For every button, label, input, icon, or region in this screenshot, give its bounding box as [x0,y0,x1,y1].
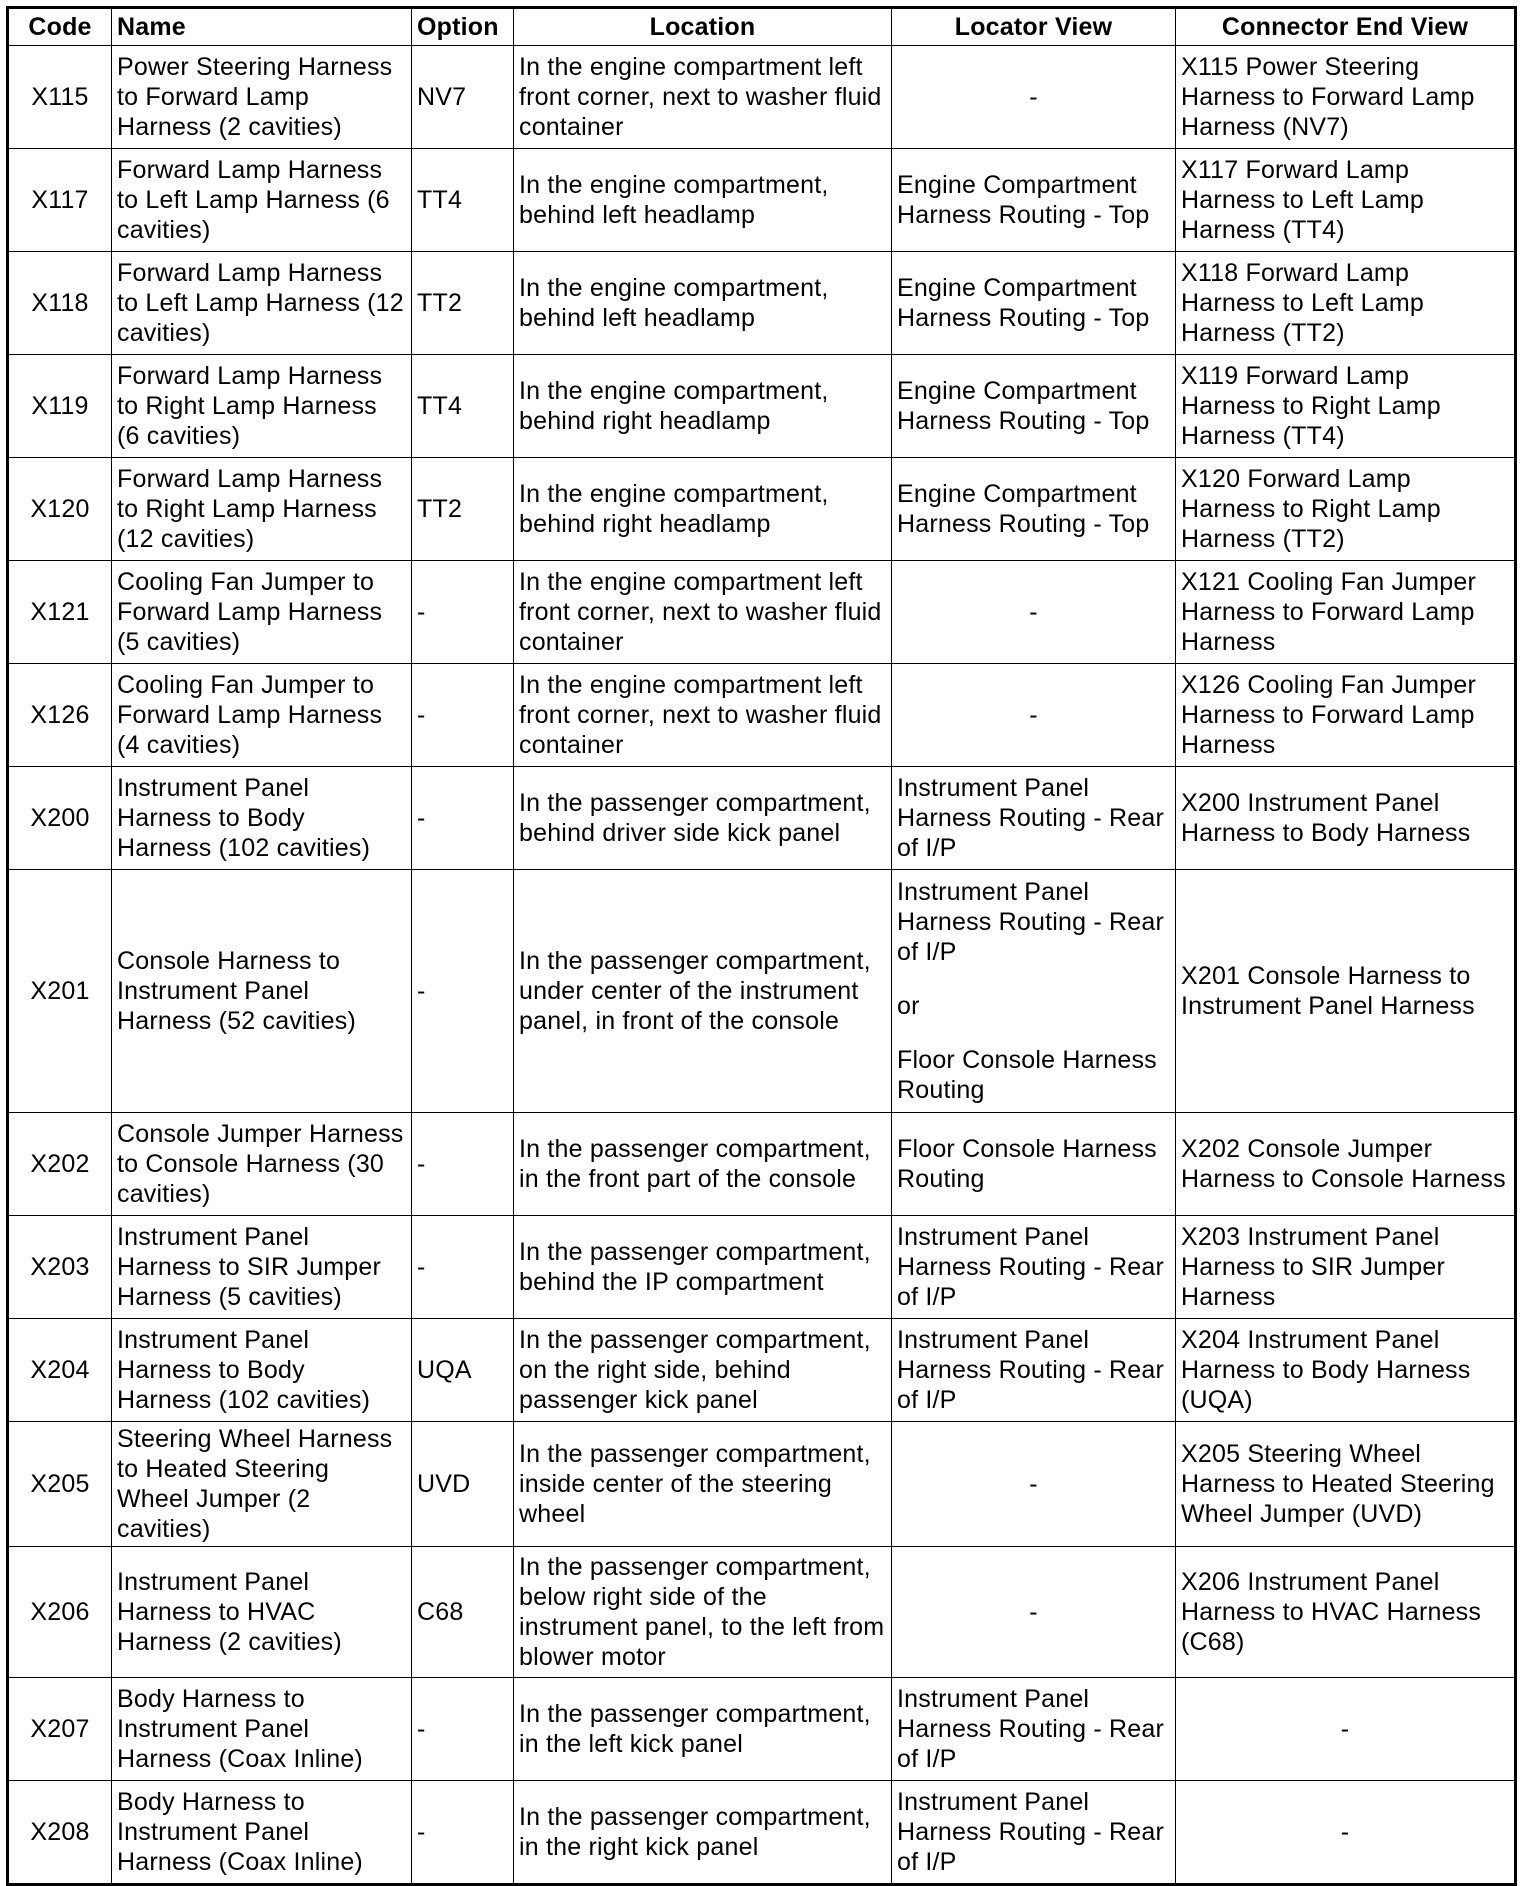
cell-location: In the passenger compartment, inside center of the steering wheel [514,1422,892,1547]
locator-view-text: Instrument Panel Harness Routing - Rear of I/P [897,774,1165,862]
cell-code: X119 [8,355,112,458]
locator-view-text: Instrument Panel Harness Routing - Rear of I/P [897,1788,1165,1876]
cell-connector-end-view: X126 Cooling Fan Jumper Harness to Forward Lamp Harness [1176,664,1516,767]
cell-code: X118 [8,252,112,355]
cell-location: In the passenger compartment, in the left kick panel [514,1678,892,1781]
cell-name: Forward Lamp Harness to Right Lamp Harness (12 cavities) [112,458,412,561]
cell-name: Forward Lamp Harness to Right Lamp Harness (6 cavities) [112,355,412,458]
cell-locator-view: - [892,561,1176,664]
locator-view-text: Floor Console Harness Routing [897,1046,1157,1104]
cell-location: In the passenger compartment, behind the IP compartment [514,1216,892,1319]
cell-connector-end-view: X205 Steering Wheel Harness to Heated Steering Wheel Jumper (UVD) [1176,1422,1516,1547]
cell-name: Power Steering Harness to Forward Lamp Harness (2 cavities) [112,46,412,149]
cell-locator-view [892,355,1176,458]
cell-locator-view: - [892,46,1176,149]
cell-code: X115 [8,46,112,149]
cell-code: X208 [8,1781,112,1885]
cell-option: UQA [412,1319,514,1422]
cell-code: X202 [8,1113,112,1216]
locator-view-text: Engine Compartment Harness Routing - Top [897,274,1150,332]
cell-option: - [412,1678,514,1781]
cell-name: Forward Lamp Harness to Left Lamp Harness (6 cavities) [112,149,412,252]
cell-locator-view: - [892,664,1176,767]
cell-locator-view [892,1678,1176,1781]
cell-connector-end-view: - [1176,1781,1516,1885]
cell-location: In the passenger compartment, below right side of the instrument panel, to the left from blower motor [514,1547,892,1678]
cell-connector-end-view: - [1176,1678,1516,1781]
cell-connector-end-view: X120 Forward Lamp Harness to Right Lamp Harness (TT2) [1176,458,1516,561]
cell-connector-end-view: X202 Console Jumper Harness to Console Harness [1176,1113,1516,1216]
cell-name: Cooling Fan Jumper to Forward Lamp Harness (5 cavities) [112,561,412,664]
locator-view-text: Floor Console Harness Routing [897,1135,1157,1193]
locator-view-text: Instrument Panel Harness Routing - Rear of I/P [897,878,1165,966]
cell-code: X207 [8,1678,112,1781]
cell-location: In the engine compartment left front corner, next to washer fluid container [514,46,892,149]
cell-code: X204 [8,1319,112,1422]
column-header-code: Code [8,8,112,46]
table-row [8,870,1516,1113]
table-row [8,1547,1516,1678]
cell-code: X126 [8,664,112,767]
cell-connector-end-view: X200 Instrument Panel Harness to Body Harness [1176,767,1516,870]
header-row [8,8,1516,46]
cell-location: In the passenger compartment, under center of the instrument panel, in front of the console [514,870,892,1113]
cell-name: Forward Lamp Harness to Left Lamp Harness (12 cavities) [112,252,412,355]
table-row [8,1678,1516,1781]
cell-option: C68 [412,1547,514,1678]
table-row [8,561,1516,664]
locator-gap [897,1021,1170,1045]
cell-connector-end-view: X115 Power Steering Harness to Forward Lamp Harness (NV7) [1176,46,1516,149]
cell-locator-view [892,1781,1176,1885]
cell-locator-view [892,149,1176,252]
cell-name: Instrument Panel Harness to HVAC Harness (2 cavities) [112,1547,412,1678]
cell-option: - [412,767,514,870]
table-row [8,1422,1516,1547]
locator-view-text: Instrument Panel Harness Routing - Rear of I/P [897,1685,1165,1773]
table-row [8,149,1516,252]
cell-locator-view [892,767,1176,870]
cell-option: TT4 [412,355,514,458]
cell-locator-view [892,1113,1176,1216]
cell-code: X121 [8,561,112,664]
table-row [8,1781,1516,1885]
cell-name: Instrument Panel Harness to Body Harness (102 cavities) [112,1319,412,1422]
table-body [8,46,1516,1885]
cell-option: UVD [412,1422,514,1547]
table-row [8,458,1516,561]
cell-name: Console Jumper Harness to Console Harness (30 cavities) [112,1113,412,1216]
cell-name: Instrument Panel Harness to SIR Jumper Harness (5 cavities) [112,1216,412,1319]
cell-name: Instrument Panel Harness to Body Harness (102 cavities) [112,767,412,870]
cell-connector-end-view: X204 Instrument Panel Harness to Body Harness (UQA) [1176,1319,1516,1422]
cell-option: - [412,664,514,767]
cell-name: Console Harness to Instrument Panel Harness (52 cavities) [112,870,412,1113]
cell-locator-view [892,870,1176,1113]
cell-location: In the passenger compartment, in the front part of the console [514,1113,892,1216]
table-row [8,1216,1516,1319]
cell-location: In the passenger compartment, behind driver side kick panel [514,767,892,870]
locator-view-text: Instrument Panel Harness Routing - Rear of I/P [897,1326,1165,1414]
column-header-locator-view: Locator View [892,8,1176,46]
cell-name: Body Harness to Instrument Panel Harness (Coax Inline) [112,1678,412,1781]
locator-view-text: Engine Compartment Harness Routing - Top [897,377,1150,435]
column-header-name: Name [112,8,412,46]
table-row [8,1319,1516,1422]
cell-location: In the engine compartment, behind left headlamp [514,252,892,355]
connector-table [6,6,1517,1886]
cell-locator-view: - [892,1547,1176,1678]
cell-locator-view [892,458,1176,561]
locator-view-text: Instrument Panel Harness Routing - Rear of I/P [897,1223,1165,1311]
cell-option: - [412,1781,514,1885]
cell-connector-end-view: X206 Instrument Panel Harness to HVAC Harness (C68) [1176,1547,1516,1678]
cell-locator-view [892,1319,1176,1422]
table-row [8,767,1516,870]
cell-option: TT2 [412,252,514,355]
column-header-connector-end-view: Connector End View [1176,8,1516,46]
cell-option: TT2 [412,458,514,561]
cell-code: X203 [8,1216,112,1319]
cell-name: Body Harness to Instrument Panel Harness (Coax Inline) [112,1781,412,1885]
cell-connector-end-view: X117 Forward Lamp Harness to Left Lamp Harness (TT4) [1176,149,1516,252]
cell-location: In the engine compartment, behind right headlamp [514,355,892,458]
cell-location: In the engine compartment left front corner, next to washer fluid container [514,664,892,767]
cell-name: Steering Wheel Harness to Heated Steering Wheel Jumper (2 cavities) [112,1422,412,1547]
locator-view-text: Engine Compartment Harness Routing - Top [897,171,1150,229]
cell-option: TT4 [412,149,514,252]
cell-connector-end-view: X121 Cooling Fan Jumper Harness to Forward Lamp Harness [1176,561,1516,664]
cell-option: - [412,1216,514,1319]
cell-code: X206 [8,1547,112,1678]
column-header-option: Option [412,8,514,46]
cell-connector-end-view: X119 Forward Lamp Harness to Right Lamp Harness (TT4) [1176,355,1516,458]
cell-code: X120 [8,458,112,561]
cell-location: In the passenger compartment, in the right kick panel [514,1781,892,1885]
cell-name: Cooling Fan Jumper to Forward Lamp Harness (4 cavities) [112,664,412,767]
cell-location: In the engine compartment left front corner, next to washer fluid container [514,561,892,664]
cell-connector-end-view: X118 Forward Lamp Harness to Left Lamp Harness (TT2) [1176,252,1516,355]
cell-code: X117 [8,149,112,252]
table-row [8,252,1516,355]
cell-locator-view [892,1216,1176,1319]
cell-code: X201 [8,870,112,1113]
locator-view-text: Engine Compartment Harness Routing - Top [897,480,1150,538]
cell-option: - [412,561,514,664]
cell-connector-end-view: X201 Console Harness to Instrument Panel Harness [1176,870,1516,1113]
cell-connector-end-view: X203 Instrument Panel Harness to SIR Jumper Harness [1176,1216,1516,1319]
locator-view-text: or [897,992,920,1020]
cell-option: - [412,1113,514,1216]
cell-location: In the engine compartment, behind right headlamp [514,458,892,561]
cell-locator-view: - [892,1422,1176,1547]
table-row [8,1113,1516,1216]
cell-code: X200 [8,767,112,870]
cell-option: - [412,870,514,1113]
cell-location: In the engine compartment, behind left headlamp [514,149,892,252]
table-row [8,664,1516,767]
locator-gap [897,967,1170,991]
cell-code: X205 [8,1422,112,1547]
table-row [8,355,1516,458]
column-header-location: Location [514,8,892,46]
cell-location: In the passenger compartment, on the right side, behind passenger kick panel [514,1319,892,1422]
table-row [8,46,1516,149]
cell-option: NV7 [412,46,514,149]
cell-locator-view [892,252,1176,355]
